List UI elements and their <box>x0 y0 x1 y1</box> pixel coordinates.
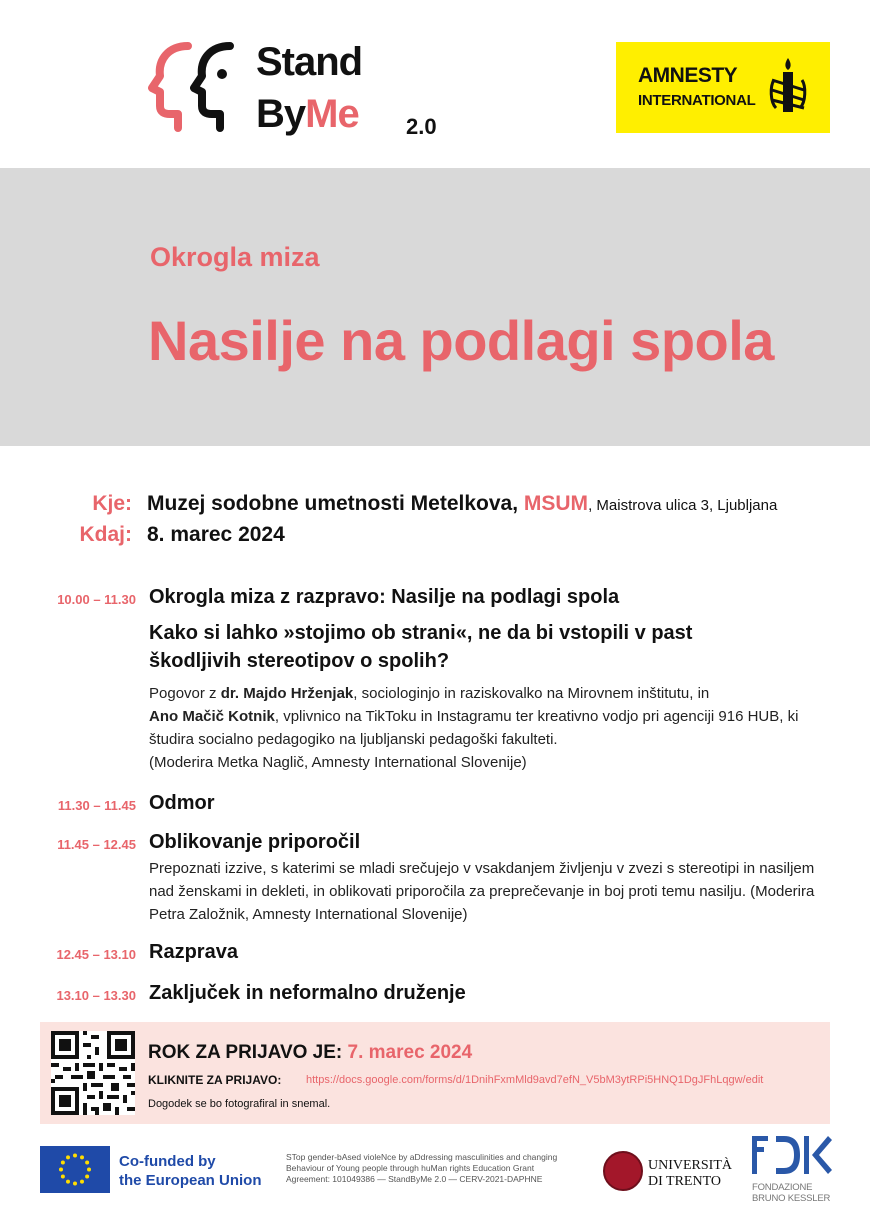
logo-word-byme <box>256 94 359 134</box>
logo-word-stand: Stand <box>256 40 363 84</box>
program-title: Odmor <box>149 792 215 814</box>
registration-link[interactable]: https://docs.google.com/forms/d/1DnihFxmMld9avd7efN_V5bM3ytRPi5HNQ1DgJFhLqgw/edit <box>306 1074 764 1086</box>
eu-star <box>66 1180 70 1184</box>
program-title: Zaključek in neformalno druženje <box>149 982 466 1004</box>
eu-star <box>80 1180 84 1184</box>
unitn-line2: DI TRENTO <box>648 1174 721 1189</box>
location-value <box>147 492 777 516</box>
eu-star <box>80 1155 84 1159</box>
eu-star <box>85 1175 89 1179</box>
registration-deadline <box>148 1042 472 1064</box>
eu-star <box>87 1168 91 1172</box>
deadline-label: ROK ZA PRIJAVO JE: <box>148 1042 348 1063</box>
eu-cofunded-text <box>119 1152 262 1190</box>
program-description <box>149 682 839 774</box>
program-description: Prepoznati izzive, s katerimi se mladi srečujejo v vsakdanjem življenju v zvezi s stereotipi in nasiljem nad ženskami in dekleti, in oblikovati priporočila za preprečevanje in boj proti temu nasilju. (Moderira Petra Založnik, Amnesty International Slovenije) <box>149 860 815 923</box>
eu-star <box>59 1168 63 1172</box>
unitn-logo <box>648 1158 732 1190</box>
qr-code[interactable] <box>51 1031 135 1115</box>
grant-line: STop gender-bAsed violeNce by aDdressing masculinities and changing <box>286 1152 558 1162</box>
logo-word-by: By <box>256 92 306 136</box>
eu-star <box>66 1155 70 1159</box>
program-question-line1: Kako si lahko »stojimo ob strani«, ne da bi vstopili v past <box>149 622 693 644</box>
program-title: Razprava <box>149 941 238 963</box>
deadline-date: 7. marec 2024 <box>347 1042 473 1063</box>
date-value: 8. marec 2024 <box>147 523 285 546</box>
venue-abbr: MSUM <box>523 492 589 515</box>
speaker-name: dr. Majdo Hrženjak <box>220 685 354 702</box>
desc-text: Pogovor z <box>149 685 221 702</box>
candle-icon <box>768 56 808 118</box>
eu-line2: the European Union <box>119 1172 262 1189</box>
title-banner <box>0 168 870 446</box>
moderator-note: (Moderira Metka Naglič, Amnesty International Slovenije) <box>149 754 527 771</box>
desc-text: , vplivnico na TikToku in Instagramu ter kreativno vodjo pri agenciji 916 HUB, ki študira socialno pedagogiko na ljubljanski pedagoški fakulteti. <box>149 708 799 748</box>
venue-name: Muzej sodobne umetnosti Metelkova, <box>147 492 524 515</box>
grant-line: Agreement: 101049386 — StandByMe 2.0 — CERV-2021-DAPHNE <box>286 1174 543 1184</box>
fbk-line2: BRUNO KESSLER <box>752 1193 831 1204</box>
logo-word-me: Me <box>305 92 359 136</box>
program-title: Oblikovanje priporočil <box>149 831 361 853</box>
registration-box <box>40 1022 830 1124</box>
amnesty-line2: INTERNATIONAL <box>638 92 756 109</box>
fbk-text <box>752 1182 830 1204</box>
program-time: 11.30 – 11.45 <box>57 798 136 813</box>
register-label: KLIKNITE ZA PRIJAVO: <box>148 1073 282 1087</box>
program-question-line2: škodljivih stereotipov o spolih? <box>149 650 450 672</box>
unitn-line1: UNIVERSITÀ <box>648 1158 732 1173</box>
eu-star <box>85 1161 89 1165</box>
logo-version: 2.0 <box>406 114 437 139</box>
event-type: Okrogla miza <box>150 242 320 272</box>
eu-star <box>73 1182 77 1186</box>
program-time: 10.00 – 11.30 <box>57 592 136 607</box>
page-header <box>0 0 870 168</box>
venue-address: , Maistrova ulica 3, Ljubljana <box>588 497 778 514</box>
eu-star <box>73 1154 77 1158</box>
desc-text: , sociologinjo in raziskovalko na Mirovnem inštitutu, in <box>353 685 710 702</box>
grant-line: Behaviour of Young people through huMan rights Education Grant <box>286 1163 535 1173</box>
eu-star <box>61 1175 65 1179</box>
unitn-seal-icon <box>603 1151 643 1191</box>
standbyme-logo <box>148 40 448 140</box>
amnesty-logo <box>616 42 830 133</box>
eu-line1: Co-funded by <box>119 1153 216 1170</box>
program-title: Okrogla miza z razpravo: Nasilje na podlagi spola <box>149 586 620 608</box>
location-label: Kje: <box>92 492 132 515</box>
two-heads-icon <box>148 40 248 132</box>
event-title: Nasilje na podlagi spola <box>148 309 774 372</box>
program-time: 13.10 – 13.30 <box>56 988 136 1003</box>
eu-flag-icon <box>40 1146 110 1193</box>
speaker-name: Ano Mačič Kotnik <box>149 708 275 725</box>
program-time: 11.45 – 12.45 <box>57 837 136 852</box>
amnesty-line1: AMNESTY <box>638 64 738 87</box>
photo-notice: Dogodek se bo fotografiral in snemal. <box>148 1098 331 1110</box>
grant-info <box>286 1152 586 1185</box>
eu-star <box>61 1161 65 1165</box>
fbk-line1: FONDAZIONE <box>752 1182 813 1193</box>
page-footer <box>0 1136 870 1230</box>
program-time: 12.45 – 13.10 <box>56 947 136 962</box>
date-label: Kdaj: <box>79 523 132 546</box>
